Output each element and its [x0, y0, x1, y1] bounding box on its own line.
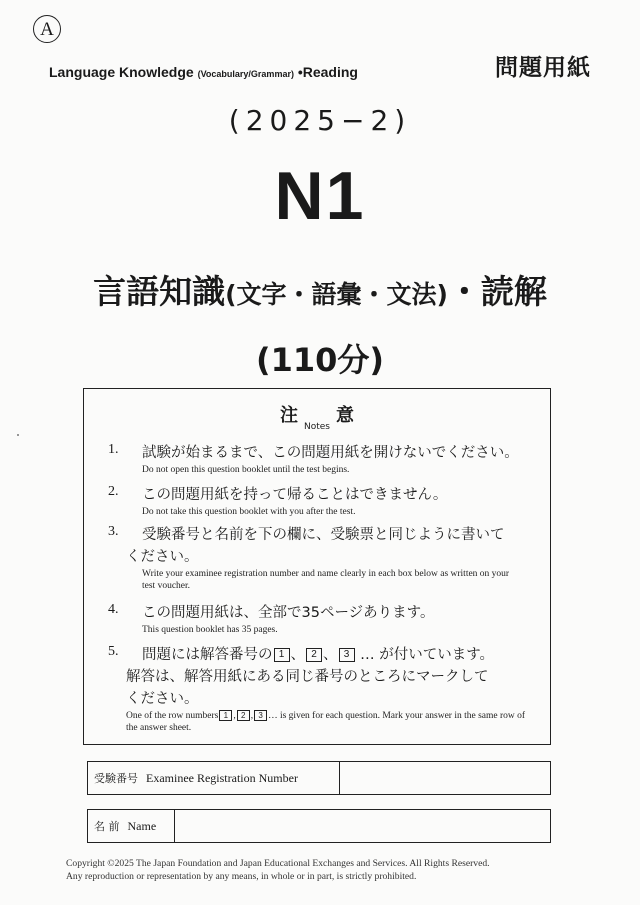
- note-en-part: … is given for each question. Mark your answer in the same row of the answer sheet.: [126, 711, 526, 733]
- answer-number-box: 2: [237, 710, 250, 721]
- subject-main: Language Knowledge: [49, 64, 194, 80]
- booklet-label: 問題用紙: [495, 55, 591, 81]
- form-version-badge: A: [33, 15, 61, 43]
- duration: (110分): [255, 341, 385, 379]
- name-label-jp: 名 前: [94, 820, 120, 833]
- note-en: Do not open this question booklet until the test begins.: [142, 465, 350, 475]
- note-jp-part: 問題には解答番号の: [142, 647, 273, 663]
- note-jp: 試験が始まるまで、この問題用紙を開けないでください。: [142, 445, 519, 461]
- note-en: Write your examinee registration number and name clearly in each box below as written on your test voucher.: [142, 569, 510, 591]
- exam-session: (2025−2): [228, 104, 412, 137]
- notes-title-right: 意: [336, 405, 354, 426]
- note-en-part: One of the row numbers: [126, 711, 219, 721]
- note-en-part: ,: [233, 711, 236, 721]
- note-number: 4.: [108, 602, 119, 617]
- note-jp-continued: ください。: [126, 549, 199, 565]
- answer-number-box: 1: [274, 648, 290, 662]
- subject-tail: •Reading: [297, 64, 358, 80]
- section-title-paren: (文字・語彙・文法): [225, 280, 448, 309]
- copyright-notice: [66, 857, 586, 883]
- note-en: This question booklet has 35 pages.: [142, 625, 278, 635]
- name-field[interactable]: [87, 809, 551, 843]
- note-number: 5.: [108, 644, 119, 659]
- note-jp: [108, 644, 533, 666]
- note-jp-continued: 解答は、解答用紙にある同じ番号のところにマークして: [126, 669, 489, 685]
- note-item-5: [108, 644, 533, 734]
- note-en-part: ,: [250, 711, 254, 721]
- note-number: 3.: [108, 524, 119, 539]
- registration-label-en: Examinee Registration Number: [146, 770, 298, 785]
- notes-title-left: 注: [280, 405, 298, 426]
- note-item-3: [108, 524, 533, 592]
- note-jp-part: 、: [323, 647, 338, 663]
- copyright-line-1: Copyright ©2025 The Japan Foundation and Japan Educational Exchanges and Services. All Rights Reserved.: [66, 858, 490, 869]
- note-jp: 受験番号と名前を下の欄に、受験票と同じように書いて: [142, 527, 505, 543]
- registration-number-label: [88, 762, 340, 794]
- section-title: [0, 266, 640, 313]
- section-title-main: 言語知識: [93, 272, 226, 311]
- note-en: [108, 710, 526, 734]
- scan-speck: [17, 434, 19, 436]
- subject-english-title: [49, 64, 358, 80]
- note-jp-part: 、: [290, 647, 305, 663]
- notes-box: [83, 388, 551, 745]
- note-item-4: [108, 602, 533, 636]
- note-number: 2.: [108, 484, 119, 499]
- answer-number-box: 3: [254, 710, 267, 721]
- name-label: [88, 810, 175, 842]
- level-heading: N1: [274, 158, 366, 234]
- subject-paren: (Vocabulary/Grammar): [197, 69, 294, 79]
- notes-title-en: Notes: [304, 422, 330, 432]
- note-item-2: [108, 484, 533, 518]
- note-jp: この問題用紙は、全部で35ページあります。: [142, 605, 435, 621]
- registration-label-jp: 受験番号: [94, 772, 138, 785]
- answer-number-box: 2: [306, 648, 322, 662]
- note-jp-part: … が付いています。: [355, 647, 495, 663]
- note-item-1: [108, 442, 533, 476]
- answer-number-box: 3: [339, 648, 355, 662]
- name-label-en: Name: [127, 818, 157, 833]
- note-en: Do not take this question booklet with you after the test.: [142, 507, 356, 517]
- note-jp: この問題用紙を持って帰ることはできません。: [142, 487, 448, 503]
- copyright-line-2: Any reproduction or representation by any means, in whole or in part, is strictly prohibited.: [66, 871, 417, 882]
- answer-number-box: 1: [219, 710, 232, 721]
- note-jp-continued: ください。: [126, 691, 199, 707]
- section-title-tail: ・読解: [447, 272, 547, 311]
- note-number: 1.: [108, 442, 119, 457]
- notes-title: [84, 401, 550, 432]
- registration-number-field[interactable]: [87, 761, 551, 795]
